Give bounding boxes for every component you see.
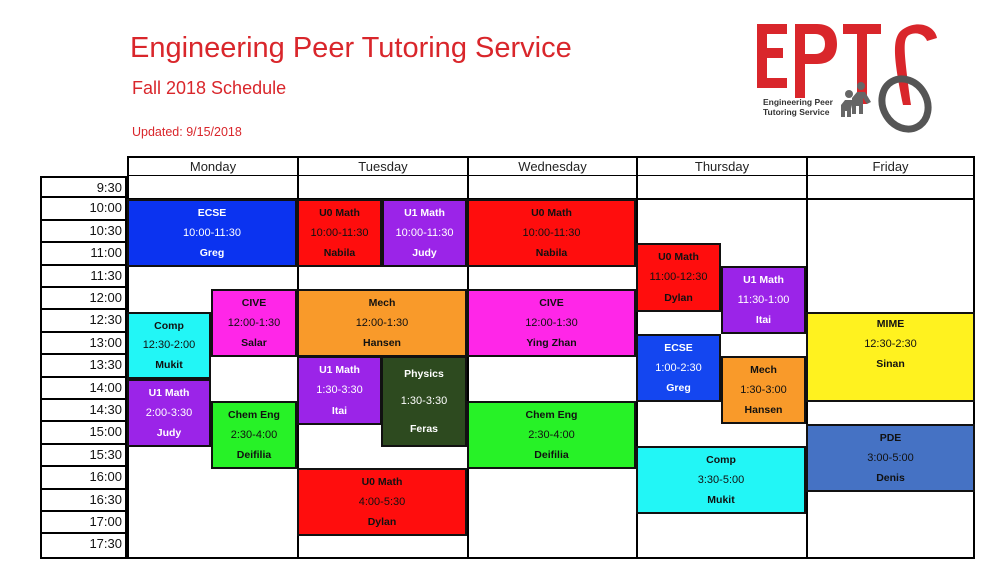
time-label: 12:30 — [40, 310, 127, 332]
session-time: 10:00-11:30 — [522, 227, 581, 239]
session-block[interactable] — [382, 199, 467, 267]
session-tutor: Dylan — [367, 516, 397, 528]
session-block[interactable] — [636, 243, 721, 312]
session-tutor: Feras — [409, 423, 439, 436]
session-tutor: Deifilia — [534, 449, 569, 461]
session-course: Comp — [154, 319, 184, 332]
session-course: CIVE — [539, 297, 564, 309]
session-course: Chem Eng — [525, 409, 578, 421]
session-block[interactable] — [721, 266, 806, 334]
session-time: 12:30-2:30 — [864, 338, 917, 350]
day-header-thursday: Thursday — [636, 156, 806, 177]
session-course: U0 Math — [319, 207, 360, 219]
session-course: U0 Math — [658, 251, 699, 264]
session-course: U1 Math — [148, 387, 190, 399]
session-tutor: Greg — [666, 382, 691, 394]
time-label: 14:30 — [40, 400, 127, 422]
day-header-monday: Monday — [127, 156, 297, 177]
session-course: PDE — [879, 432, 902, 444]
time-label: 16:30 — [40, 490, 127, 512]
time-label: 13:00 — [40, 333, 127, 355]
time-label: 11:00 — [40, 243, 127, 265]
day-header-friday: Friday — [806, 156, 975, 177]
day-header-wednesday: Wednesday — [467, 156, 636, 177]
session-time: 2:00-3:30 — [145, 407, 193, 419]
session-time: 12:00-1:30 — [355, 317, 409, 329]
session-tutor: Hansen — [363, 337, 401, 349]
session-time: 4:00-5:30 — [358, 496, 406, 508]
session-tutor: Nabila — [535, 247, 568, 259]
session-block[interactable] — [297, 356, 382, 425]
session-block[interactable] — [467, 401, 636, 469]
time-label: 17:00 — [40, 512, 127, 534]
session-block[interactable] — [636, 446, 806, 514]
time-label: 12:00 — [40, 288, 127, 310]
session-block[interactable] — [806, 424, 975, 492]
session-block[interactable] — [297, 289, 467, 357]
time-label: 10:00 — [40, 198, 127, 220]
session-block[interactable] — [806, 312, 975, 402]
time-label: 16:00 — [40, 467, 127, 489]
session-tutor: Greg — [199, 247, 225, 259]
session-course: ECSE — [664, 342, 693, 354]
session-block[interactable] — [127, 312, 211, 379]
session-tutor: Judy — [412, 247, 437, 259]
session-course: U0 Math — [361, 476, 403, 488]
session-block[interactable] — [636, 334, 721, 402]
session-block[interactable] — [211, 289, 297, 357]
session-block[interactable] — [467, 289, 636, 357]
time-label: 17:30 — [40, 534, 127, 559]
session-tutor: Itai — [331, 404, 348, 417]
session-course: U1 Math — [404, 207, 445, 219]
session-time: 10:00-11:30 — [395, 227, 454, 239]
session-time: 12:00-1:30 — [525, 317, 578, 329]
page-title: Engineering Peer Tutoring Service — [130, 32, 572, 64]
session-course: ECSE — [197, 207, 227, 219]
session-course: MIME — [876, 318, 905, 330]
session-time: 3:30-5:00 — [697, 474, 745, 486]
session-time: 1:30-3:00 — [740, 384, 787, 396]
session-course: U1 Math — [743, 274, 784, 286]
session-course: Mech — [368, 297, 396, 309]
session-time: 12:30-2:00 — [142, 339, 196, 352]
updated-date: Updated: 9/15/2018 — [132, 125, 242, 139]
session-time: 11:00-12:30 — [649, 271, 708, 284]
session-tutor: Salar — [241, 337, 267, 349]
logo-tagline: Engineering Peer Tutoring Service — [763, 97, 833, 117]
session-course: Physics — [404, 367, 444, 380]
session-time: 10:00-11:30 — [310, 227, 369, 239]
day-header-tuesday: Tuesday — [297, 156, 467, 177]
epts-logo — [745, 14, 945, 144]
session-tutor: Sinan — [876, 358, 905, 370]
session-time: 1:30-3:30 — [316, 384, 363, 397]
session-tutor: Hansen — [744, 404, 783, 416]
session-time: 11:30-1:00 — [737, 294, 790, 306]
session-block[interactable] — [297, 468, 467, 536]
session-block[interactable] — [127, 199, 297, 267]
time-label: 11:30 — [40, 266, 127, 288]
session-tutor: Mukit — [155, 359, 183, 372]
session-block[interactable] — [721, 356, 806, 424]
session-course: Mech — [750, 364, 777, 376]
session-block[interactable] — [297, 199, 382, 267]
session-time: 3:00-5:00 — [867, 452, 914, 464]
session-time: 2:30-4:00 — [528, 429, 575, 441]
session-tutor: Dylan — [664, 291, 693, 304]
session-time: 2:30-4:00 — [230, 429, 278, 441]
session-time: 12:00-1:30 — [227, 317, 281, 329]
time-label: 15:30 — [40, 445, 127, 467]
schedule-subtitle: Fall 2018 Schedule — [132, 78, 287, 98]
session-course: CIVE — [241, 297, 267, 309]
session-course: U1 Math — [319, 364, 360, 377]
session-tutor: Itai — [755, 314, 772, 326]
session-time: 1:30-3:30 — [400, 395, 448, 408]
time-label: 10:30 — [40, 221, 127, 243]
session-block[interactable] — [467, 199, 636, 267]
session-tutor: Judy — [156, 427, 182, 439]
session-tutor: Mukit — [707, 494, 735, 506]
session-course: Comp — [706, 454, 736, 466]
session-tutor: Deifilia — [236, 449, 272, 461]
session-tutor: Ying Zhan — [526, 337, 577, 349]
time-label: 15:00 — [40, 422, 127, 444]
session-block[interactable] — [211, 401, 297, 469]
session-tutor: Nabila — [323, 247, 356, 259]
session-course: U0 Math — [531, 207, 572, 219]
time-label: 9:30 — [40, 176, 127, 198]
session-time: 10:00-11:30 — [183, 227, 241, 239]
session-block[interactable] — [127, 379, 211, 447]
session-time: 1:00-2:30 — [655, 362, 702, 374]
time-label: 13:30 — [40, 355, 127, 377]
session-course: Chem Eng — [228, 409, 280, 421]
time-label: 14:00 — [40, 378, 127, 400]
session-tutor: Denis — [876, 472, 905, 484]
session-block[interactable] — [381, 356, 467, 447]
